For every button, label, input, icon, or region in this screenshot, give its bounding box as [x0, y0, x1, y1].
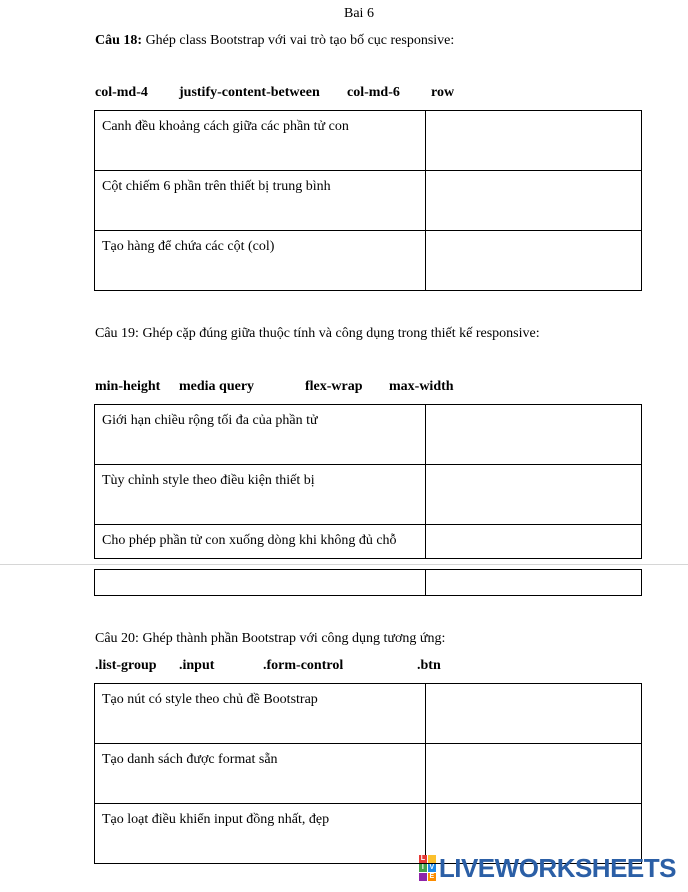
table-row	[95, 744, 642, 804]
q18-answer-drop-zone[interactable]	[426, 171, 642, 231]
q20-option[interactable]: .input	[179, 658, 215, 673]
page-title: Bai 6	[344, 6, 374, 21]
q20-answer-drop-zone[interactable]	[426, 744, 642, 804]
q19-option[interactable]: max-width	[389, 379, 454, 394]
q20-description: Tạo danh sách được format sẵn	[95, 744, 426, 804]
logo-squares-icon	[419, 855, 436, 881]
q18-text: Ghép class Bootstrap với vai trò tạo bố cục responsive:	[145, 33, 455, 48]
logo-square: E	[429, 873, 435, 880]
logo-square	[428, 855, 436, 863]
logo-square: I	[419, 864, 427, 872]
q20-answer-drop-zone[interactable]	[426, 684, 642, 744]
liveworksheets-logo[interactable]	[419, 853, 676, 883]
q20-prompt: Câu 20: Ghép thành phần Bootstrap với công dụng tương ứng:	[95, 631, 446, 646]
q20-description: Tạo nút có style theo chủ đề Bootstrap	[95, 684, 426, 744]
q19-answer-drop-zone[interactable]	[426, 405, 642, 465]
q18-option[interactable]: row	[431, 85, 455, 100]
q18-option[interactable]: justify-content-between	[179, 85, 320, 100]
q20-option[interactable]: .btn	[417, 658, 441, 673]
q18-answer-drop-zone[interactable]	[426, 111, 642, 171]
q18-description: Tạo hàng để chứa các cột (col)	[95, 231, 426, 291]
q19-answer-drop-zone[interactable]	[426, 465, 642, 525]
q20-option[interactable]: .list-group	[95, 658, 157, 673]
q18-prompt	[95, 33, 454, 49]
table-row	[95, 525, 642, 559]
q18-number: Câu 18:	[95, 33, 143, 48]
q18-description: Cột chiếm 6 phần trên thiết bị trung bình	[95, 171, 426, 231]
q19-description	[95, 570, 426, 596]
q19-answer-drop-zone[interactable]	[426, 525, 642, 559]
table-row	[95, 231, 642, 291]
q19-option[interactable]: media query	[179, 379, 255, 394]
table-row	[95, 405, 642, 465]
logo-square	[419, 873, 427, 881]
table-row	[95, 684, 642, 744]
q18-description: Canh đều khoảng cách giữa các phần tử con	[95, 111, 426, 171]
q20-option[interactable]: .form-control	[263, 658, 344, 673]
q19-answer-drop-zone[interactable]	[426, 570, 642, 596]
q19-table	[94, 404, 642, 559]
q18-table	[94, 110, 642, 291]
q19-table-continued	[94, 569, 642, 596]
table-row	[95, 171, 642, 231]
q19-prompt: Câu 19: Ghép cặp đúng giữa thuộc tính và công dụng trong thiết kế responsive:	[95, 326, 540, 341]
q19-option[interactable]: min-height	[95, 379, 161, 394]
q19-description: Cho phép phần tử con xuống dòng khi không đủ chỗ	[95, 525, 426, 559]
table-row	[95, 111, 642, 171]
q19-option[interactable]: flex-wrap	[305, 379, 363, 394]
q18-answer-drop-zone[interactable]	[426, 231, 642, 291]
q19-description: Giới hạn chiều rộng tối đa của phần tử	[95, 405, 426, 465]
table-row	[95, 465, 642, 525]
q18-option[interactable]: col-md-6	[347, 85, 400, 100]
table-row	[95, 570, 642, 596]
q19-description: Tùy chỉnh style theo điều kiện thiết bị	[95, 465, 426, 525]
logo-text: LIVEWORKSHEETS	[438, 852, 676, 883]
page-break-divider	[0, 564, 688, 565]
logo-square: V	[429, 864, 435, 871]
q20-description: Tạo loạt điều khiển input đồng nhất, đẹp	[95, 804, 426, 864]
q18-option[interactable]: col-md-4	[95, 85, 148, 100]
logo-square: L	[420, 855, 425, 862]
q20-table	[94, 683, 642, 864]
